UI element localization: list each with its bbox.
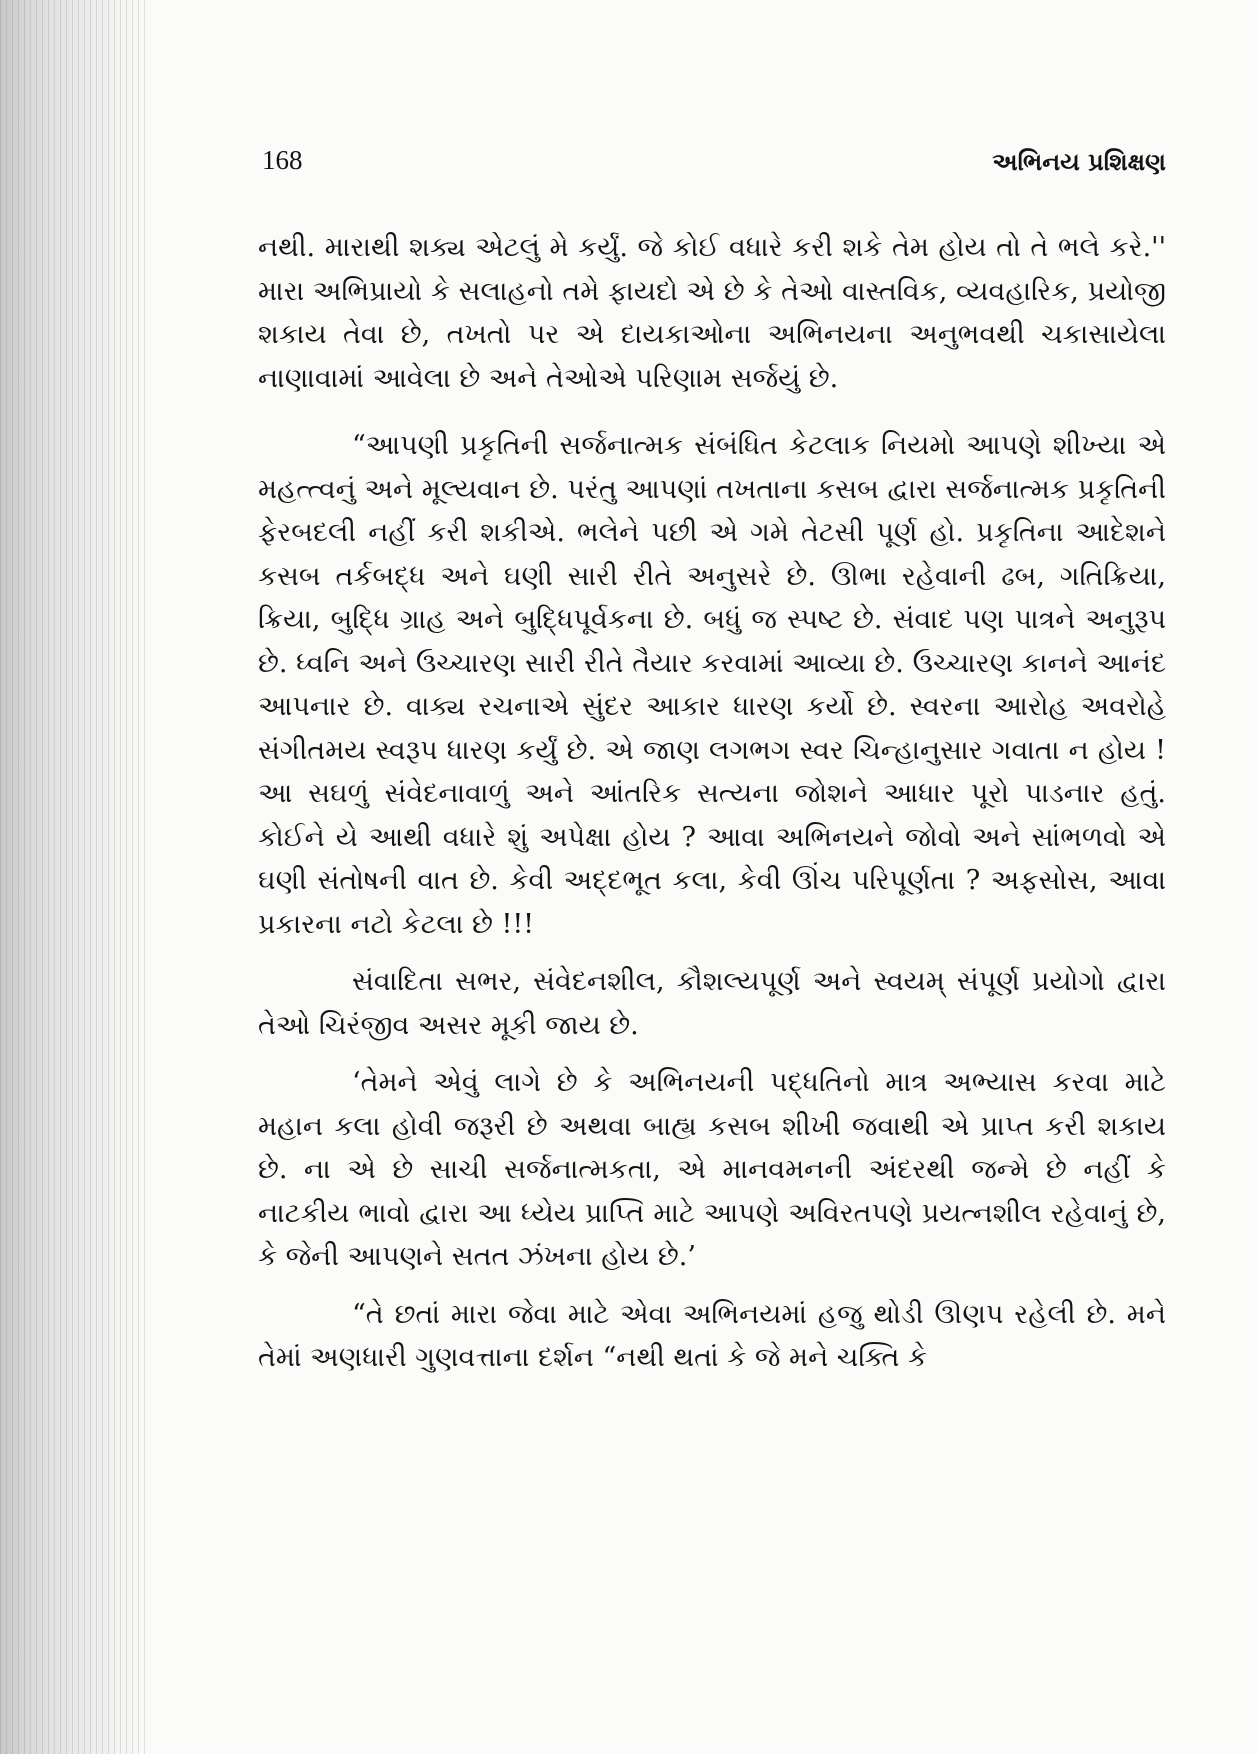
page-number: 168 (262, 145, 303, 175)
paragraph: ‘તેમને એવું લાગે છે કે અભિનયની પદ્ધતિનો માત્ર અભ્યાસ કરવા માટે મહાન કલા હોવી જરૂરી છે અથવા બાહ્ય કસબ શીખી જવાથી એ પ્રાપ્ત કરી શકાય છે. ના એ છે સાચી સર્જનાત્મકતા, એ માનવમનની અંદરથી જન્મે છે નહીં કે નાટકીય ભાવો દ્વારા આ ધ્યેય પ્રાપ્તિ માટે આપણે અવિરતપણે પ્રયત્નશીલ રહેવાનું છે, કે જેની આપણને સતત ઝંખના હોય છે.’ (258, 1067, 1166, 1272)
paragraph: સંવાદિતા સભર, સંવેદનશીલ, કૌશલ્યપૂર્ણ અને સ્વયમ્ સંપૂર્ણ પ્રયોગો દ્વારા તેઓ ચિરંજીવ અસર મૂકી જાય છે. (258, 966, 1166, 1041)
paragraph: નથી. મારાથી શક્ય એટલું મે કર્યું. જે કોઈ વધારે કરી શકે તેમ હોય તો તે ભલે કરે.'' મારા અભિપ્રાયો કે સલાહનો તમે ફાયદો એ છે કે તેઓ વાસ્તવિક, વ્યવહારિક, પ્રયોજી શકાય તેવા છે, તખતો પર એ દાયકાઓના અભિનયના અનુભવથી ચકાસાયેલા નાણાવામાં આવેલા છે અને તેઓએ પરિણામ સર્જયું છે. (258, 232, 1166, 394)
running-header (258, 140, 1166, 188)
paragraph: “આપણી પ્રકૃતિની સર્જનાત્મક સંબંધિત કેટલાક નિયમો આપણે શીખ્યા એ મહત્ત્વનું અને મૂલ્યવાન છે. પરંતુ આપણાં તખતાના કસબ દ્વારા સર્જનાત્મક પ્રકૃતિની ફેરબદલી નહીં કરી શકીએ. ભલેને પછી એ ગમે તેટસી પૂર્ણ હો. પ્રકૃતિના આદેશને કસબ તર્કબદ્ધ અને ઘણી સારી રીતે અનુસરે છે. ઊભા રહેવાની ઢબ, ગતિક્રિયા, ક્રિયા, બુદ્ધિ ગ્રાહ અને બુદ્ધિપૂર્વકના છે. બધું જ સ્પષ્ટ છે. સંવાદ પણ પાત્રને અનુરૂપ છે. ધ્વનિ અને ઉચ્ચારણ સારી રીતે તૈયાર કરવામાં આવ્યા છે. ઉચ્ચારણ કાનને આનંદ આપનાર છે. વાક્ય રચનાએ સુંદર આકાર ધારણ કર્યો છે. સ્વરના આરોહ અવરોહે સંગીતમય સ્વરૂપ ધારણ કર્યું છે. એ જાણ લગભગ સ્વર ચિન્હાનુસાર ગવાતા ન હોય ! આ સઘળું સંવેદનાવાળું અને આંતરિક સત્યના જોશને આધાર પૂરો પાડનાર હતું. કોઈને યે આથી વધારે શું અપેક્ષા હોય ? આવા અભિનયને જોવો અને સાંભળવો એ ઘણી સંતોષની વાત છે. કેવી અદ્દભૂત કલા, કેવી ઊંચ પરિપૂર્ણતા ? અફસોસ, આવા પ્રકારના નટો કેટલા છે !!! (258, 430, 1166, 940)
book-page (258, 140, 1166, 1720)
book-title: અભિનય પ્રશિક્ષણ (992, 147, 1166, 176)
book-page-edge (0, 0, 150, 1754)
paragraph: “તે છતાં મારા જેવા માટે એવા અભિનયમાં હજુ થોડી ઊણપ રહેલી છે. મને તેમાં અણધારી ગુણવત્તાના દર્શન “નથી થતાં કે જે મને ચક્તિ કે (258, 1298, 1166, 1373)
